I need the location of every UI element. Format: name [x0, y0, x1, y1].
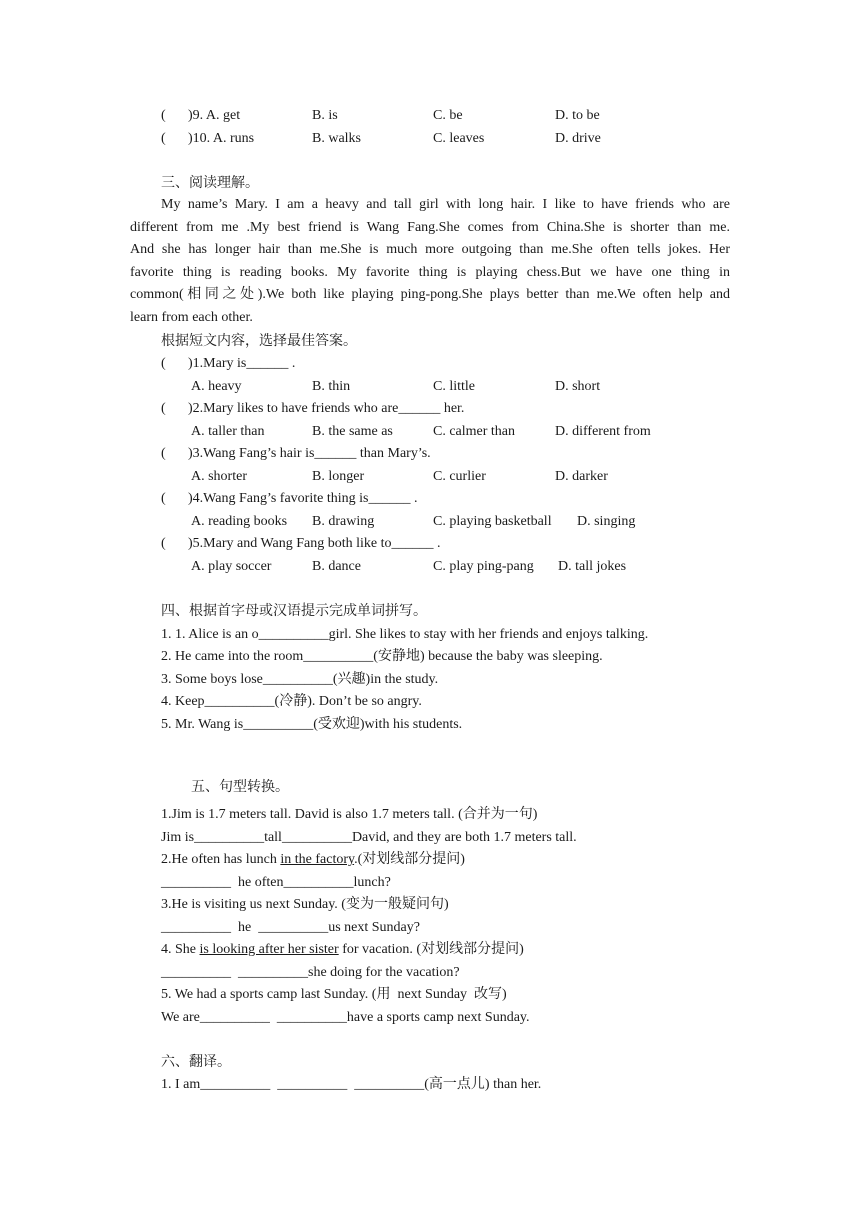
transform-line-4: __________ he often__________lunch? — [161, 875, 391, 890]
question-option-a: )10. A. runs — [188, 131, 255, 146]
option-b: B. drawing — [312, 514, 375, 529]
section5-heading: 五、句型转换。 — [191, 780, 289, 795]
underlined-phrase: in the factory — [280, 852, 355, 867]
option-b: B. walks — [312, 131, 361, 146]
question-stem: )1.Mary is______ . — [188, 356, 296, 371]
reading-options-4 — [0, 513, 860, 531]
option-b: B. thin — [312, 379, 351, 394]
answer-paren: ( — [161, 356, 166, 371]
mc-question-9 — [0, 107, 860, 125]
transform-line-6: __________ he __________us next Sunday? — [161, 920, 420, 935]
option-d: D. different from — [555, 424, 651, 439]
question-stem: )5.Mary and Wang Fang both like to______ . — [188, 536, 441, 551]
option-c: C. be — [433, 108, 463, 123]
passage-line-5: common(相同之处).We both like playing ping-pong.She plays better than me.We often help and — [130, 287, 730, 302]
passage-line-2: different from me .My best friend is Wang Fang.She comes from China.She is shorter than me. — [130, 220, 730, 235]
option-c: C. little — [433, 379, 475, 394]
option-d: D. darker — [555, 469, 608, 484]
transform-line-3 — [161, 851, 465, 869]
transform-text: 2.He often has lunch — [161, 852, 281, 867]
transform-line-1: 1.Jim is 1.7 meters tall. David is also 1.7 meters tall. (合并为一句) — [161, 807, 538, 822]
section3-heading: 三、阅读理解。 — [161, 176, 259, 191]
option-a: A. play soccer — [191, 559, 272, 574]
answer-paren: ( — [161, 491, 166, 506]
answer-paren: ( — [161, 401, 166, 416]
option-d: D. singing — [577, 514, 636, 529]
underlined-phrase: is looking after her sister — [199, 942, 339, 957]
option-b: B. longer — [312, 469, 365, 484]
transform-line-2: Jim is__________tall__________David, and they are both 1.7 meters tall. — [161, 830, 577, 845]
option-d: D. to be — [555, 108, 600, 123]
passage-line-3: And she has longer hair than me.She is much more outgoing than me.She often tells jokes. Her — [130, 242, 730, 257]
option-c: C. leaves — [433, 131, 485, 146]
option-a: A. heavy — [191, 379, 242, 394]
translation-line-1: 1. I am__________ __________ __________(高一点儿) than her. — [161, 1077, 542, 1092]
transform-line-5: 3.He is visiting us next Sunday. (变为一般疑问句) — [161, 897, 449, 912]
question-stem: )4.Wang Fang’s favorite thing is______ . — [188, 491, 418, 506]
reading-options-1 — [0, 378, 860, 396]
answer-paren: ( — [161, 536, 166, 551]
option-d: D. short — [555, 379, 601, 394]
option-d: D. drive — [555, 131, 601, 146]
option-c: C. play ping-pang — [433, 559, 534, 574]
question-option-a: )9. A. get — [188, 108, 241, 123]
spelling-item-4: 4. Keep__________(冷静). Don’t be so angry. — [161, 694, 422, 709]
transform-text: .(对划线部分提问) — [354, 852, 465, 867]
option-a: A. reading books — [191, 514, 288, 529]
question-stem: )2.Mary likes to have friends who are______ her. — [188, 401, 465, 416]
spelling-item-1: 1. 1. Alice is an o__________girl. She likes to stay with her friends and enjoys talking. — [161, 627, 649, 642]
transform-text: 4. She — [161, 942, 200, 957]
option-b: B. dance — [312, 559, 361, 574]
transform-line-10: We are__________ __________have a sports camp next Sunday. — [161, 1010, 530, 1025]
option-a: A. taller than — [191, 424, 265, 439]
reading-question-1 — [0, 355, 860, 373]
option-c: C. curlier — [433, 469, 486, 484]
reading-options-2 — [0, 423, 860, 441]
answer-paren: ( — [161, 446, 166, 461]
reading-options-5 — [0, 558, 860, 576]
reading-question-4 — [0, 490, 860, 508]
transform-text: for vacation. (对划线部分提问) — [338, 942, 524, 957]
option-b: B. the same as — [312, 424, 393, 439]
option-d: D. tall jokes — [558, 559, 627, 574]
spelling-item-5: 5. Mr. Wang is__________(受欢迎)with his students. — [161, 717, 463, 732]
section4-heading: 四、根据首字母或汉语提示完成单词拼写。 — [161, 604, 427, 619]
transform-line-8: __________ __________she doing for the vacation? — [161, 965, 460, 980]
option-b: B. is — [312, 108, 338, 123]
passage-line-1: My name’s Mary. I am a heavy and tall girl with long hair. I like to have friends who are — [161, 197, 730, 212]
transform-line-7 — [161, 941, 524, 959]
section6-heading: 六、翻译。 — [161, 1055, 231, 1070]
transform-line-9: 5. We had a sports camp last Sunday. (用 next Sunday 改写) — [161, 987, 507, 1002]
section3-instruction: 根据短文内容，选择最佳答案。 — [161, 334, 357, 349]
passage-line-4: favorite thing is reading books. My favorite thing is playing chess.But we have one thing in — [130, 265, 730, 280]
answer-paren: ( — [161, 131, 166, 146]
mc-question-10 — [0, 130, 860, 148]
spelling-item-2: 2. He came into the room__________(安静地) because the baby was sleeping. — [161, 649, 603, 664]
option-c: C. playing basketball — [433, 514, 552, 529]
option-a: A. shorter — [191, 469, 247, 484]
reading-question-3 — [0, 445, 860, 463]
question-stem: )3.Wang Fang’s hair is______ than Mary’s. — [188, 446, 431, 461]
reading-options-3 — [0, 468, 860, 486]
answer-paren: ( — [161, 108, 166, 123]
passage-line-6: learn from each other. — [130, 310, 253, 325]
reading-question-5 — [0, 535, 860, 553]
spelling-item-3: 3. Some boys lose__________(兴趣)in the study. — [161, 672, 439, 687]
reading-question-2 — [0, 400, 860, 418]
option-c: C. calmer than — [433, 424, 516, 439]
